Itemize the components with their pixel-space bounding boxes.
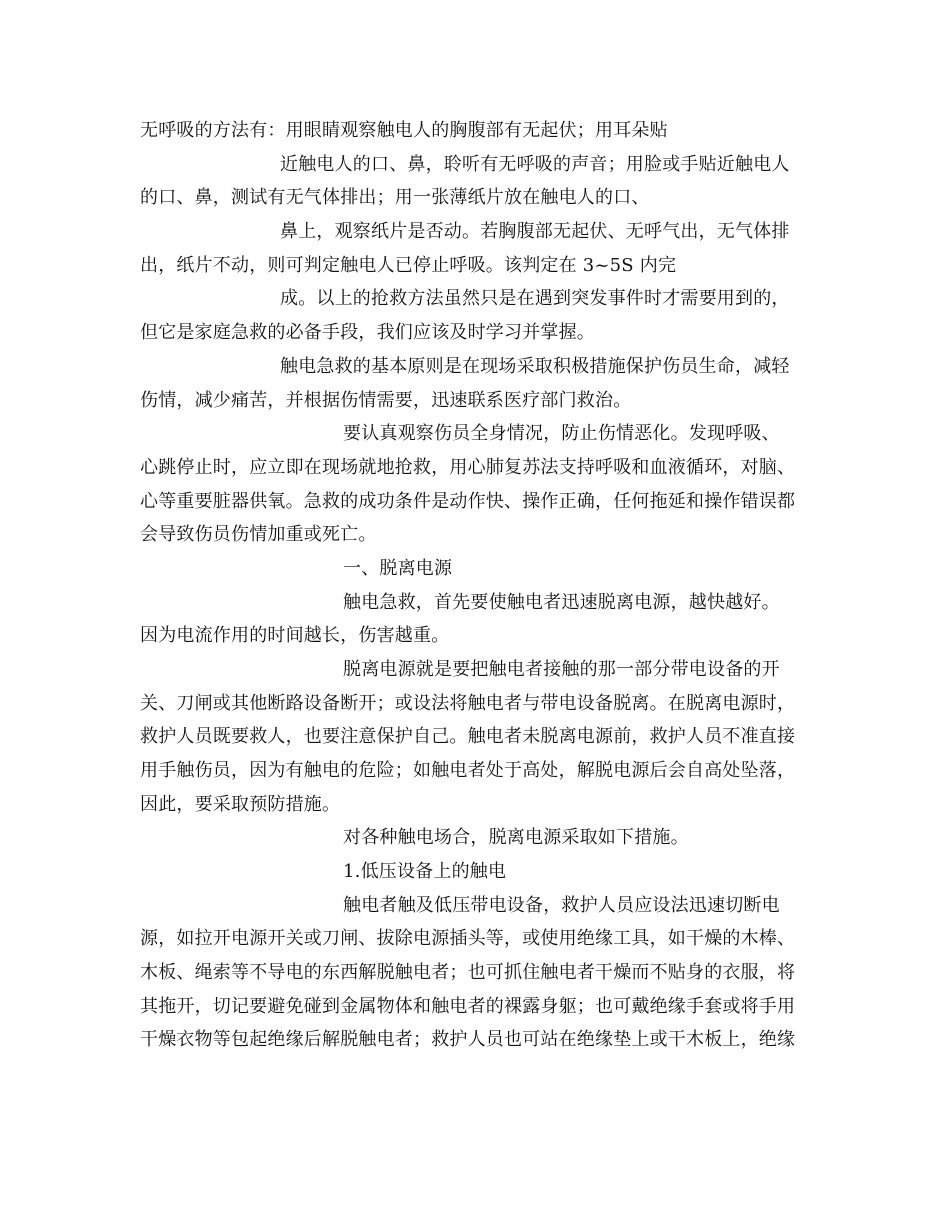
text-line: 其拖开，切记要避免碰到金属物体和触电者的裸露身躯；也可戴绝缘手套或将手用 [140,996,796,1017]
text-line: 木板、绳索等不导电的东西解脱触电者；也可抓住触电者干燥而不贴身的衣服，将 [140,962,796,983]
subsection-heading: 1.低压设备上的触电 [343,861,507,882]
text-line: 心跳停止时，应立即在现场就地抢救，用心肺复苏法支持呼吸和血液循环，对脑、 [140,457,796,478]
text-line: 的口、鼻，测试有无气体排出；用一张薄纸片放在触电人的口、 [140,187,650,208]
text-line: 无呼吸的方法有：用眼睛观察触电人的胸腹部有无起伏；用耳朵贴 [140,120,668,141]
text-line: 对各种触电场合，脱离电源采取如下措施。 [343,827,689,848]
text-line: 鼻上，观察纸片是否动。若胸腹部无起伏、无呼气出，无气体排 [280,221,790,242]
text-line: 救护人员既要救人，也要注意保护自己。触电者未脱离电源前，救护人员不准直接 [140,726,796,747]
text-line: 触电急救，首先要使触电者迅速脱离电源，越快越好。 [343,592,780,613]
text-line: 成。以上的抢救方法虽然只是在遇到突发事件时才需要用到的， [280,288,790,309]
text-line: 因此，要采取预防措施。 [140,794,341,815]
text-line: 但它是家庭急救的必备手段，我们应该及时学习并掌握。 [140,322,595,343]
text-line: 关、刀闸或其他断路设备断开；或设法将触电者与带电设备脱离。在脱离电源时， [140,693,796,714]
text-line: 近触电人的口、鼻，聆听有无呼吸的声音；用脸或手贴近触电人 [280,154,790,175]
text-line: 因为电流作用的时间越长，伤害越重。 [140,625,450,646]
text-line: 干燥衣物等包起绝缘后解脱触电者；救护人员也可站在绝缘垫上或干木板上，绝缘 [140,1029,796,1050]
text-line: 触电者触及低压带电设备，救护人员应设法迅速切断电 [343,895,780,916]
text-line: 触电急救的基本原则是在现场采取积极措施保护伤员生命，减轻 [280,356,790,377]
section-heading: 一、脱离电源 [343,558,453,579]
text-line: 用手触伤员，因为有触电的危险；如触电者处于高处，解脱电源后会自高处坠落， [140,760,796,781]
text-line: 伤情，减少痛苦，并根据伤情需要，迅速联系医疗部门救治。 [140,390,632,411]
text-line: 要认真观察伤员全身情况，防止伤情恶化。发现呼吸、 [343,423,780,444]
text-line: 出，纸片不动，则可判定触电人已停止呼吸。该判定在 3~5S 内完 [140,255,677,276]
text-line: 脱离电源就是要把触电者接触的那一部分带电设备的开 [343,659,780,680]
text-line: 心等重要脏器供氧。急救的成功条件是动作快、操作正确，任何拖延和操作错误都 [140,491,796,512]
text-line: 源，如拉开电源开关或刀闸、拔除电源插头等，或使用绝缘工具，如干燥的木棒、 [140,928,796,949]
text-line: 会导致伤员伤情加重或死亡。 [140,524,377,545]
